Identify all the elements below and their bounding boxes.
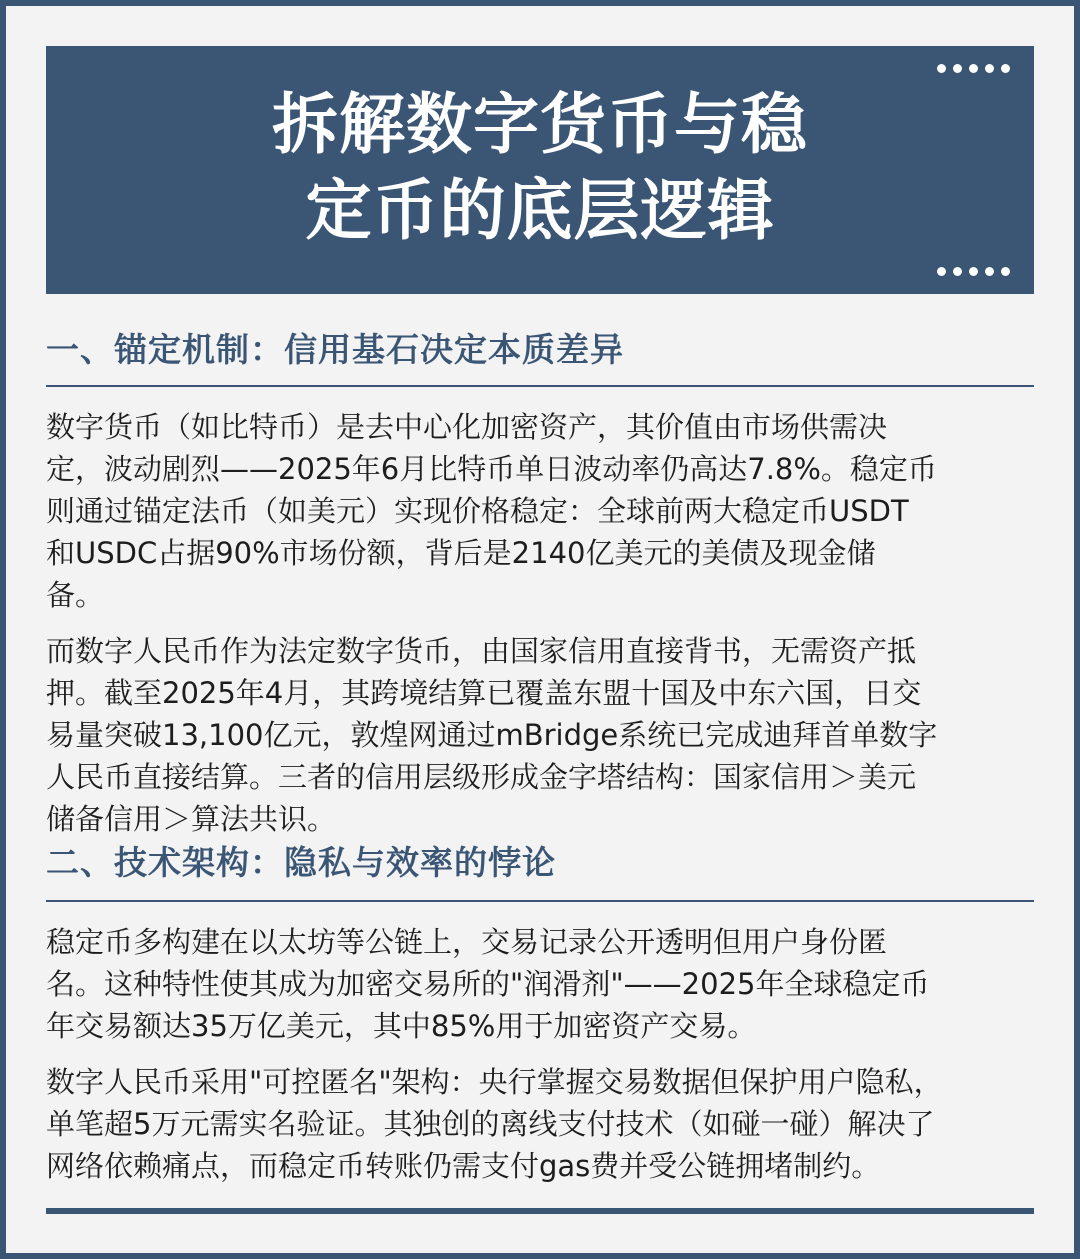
text-line: 网络依赖痛点，而稳定币转账仍需支付gas费并受公链拥堵制约。 [46, 1149, 881, 1183]
dot-icon [937, 64, 946, 73]
dot-icon [985, 64, 994, 73]
section-2-divider [46, 900, 1034, 902]
text-line: 则通过锚定法币（如美元）实现价格稳定：全球前两大稳定币USDT [46, 494, 909, 528]
section-1-paragraph-2 [46, 630, 1031, 840]
dot-icon [937, 267, 946, 276]
dot-icon [953, 64, 962, 73]
decorative-dots-bottom [937, 267, 1010, 276]
dot-icon [969, 267, 978, 276]
text-line: 定，波动剧烈——2025年6月比特币单日波动率仍高达7.8%。稳定币 [46, 452, 937, 486]
section-2-heading: 二、技术架构：隐私与效率的悖论 [46, 843, 556, 882]
text-line: 人民币直接结算。三者的信用层级形成金字塔结构：国家信用＞美元 [46, 760, 917, 794]
text-line: 数字货币（如比特币）是去中心化加密资产，其价值由市场供需决 [46, 410, 888, 444]
decorative-dots-top [937, 64, 1010, 73]
title-banner [46, 46, 1034, 294]
section-1-paragraph-1 [46, 406, 1031, 616]
text-line: 储备信用＞算法共识。 [46, 802, 337, 836]
dot-icon [969, 64, 978, 73]
text-line: 稳定币多构建在以太坊等公链上，交易记录公开透明但用户身份匿 [46, 925, 888, 959]
text-line: 年交易额达35万亿美元，其中85%用于加密资产交易。 [46, 1009, 757, 1043]
section-1-divider [46, 385, 1034, 387]
page-title-line-1: 拆解数字货币与稳 [272, 86, 808, 163]
bottom-divider [46, 1208, 1034, 1214]
text-line: 名。这种特性使其成为加密交易所的"润滑剂"——2025年全球稳定币 [46, 967, 930, 1001]
section-2-paragraph-1 [46, 921, 1031, 1047]
dot-icon [1001, 267, 1010, 276]
text-line: 备。 [46, 578, 105, 612]
dot-icon [1001, 64, 1010, 73]
text-line: 单笔超5万元需实名验证。其独创的离线支付技术（如碰一碰）解决了 [46, 1107, 935, 1141]
text-line: 而数字人民币作为法定数字货币，由国家信用直接背书，无需资产抵 [46, 634, 917, 668]
section-1-heading: 一、锚定机制：信用基石决定本质差异 [46, 330, 624, 369]
section-2-paragraph-2 [46, 1061, 1031, 1187]
dot-icon [985, 267, 994, 276]
article-page [6, 6, 1074, 1253]
text-line: 押。截至2025年4月，其跨境结算已覆盖东盟十国及中东六国，日交 [46, 676, 922, 710]
dot-icon [953, 267, 962, 276]
page-title [46, 82, 1034, 254]
page-title-line-2: 定币的底层逻辑 [305, 172, 775, 249]
text-line: 和USDC占据90%市场份额，背后是2140亿美元的美债及现金储 [46, 536, 876, 570]
text-line: 易量突破13,100亿元，敦煌网通过mBridge系统已完成迪拜首单数字 [46, 718, 938, 752]
text-line: 数字人民币采用"可控匿名"架构：央行掌握交易数据但保护用户隐私， [46, 1065, 943, 1099]
